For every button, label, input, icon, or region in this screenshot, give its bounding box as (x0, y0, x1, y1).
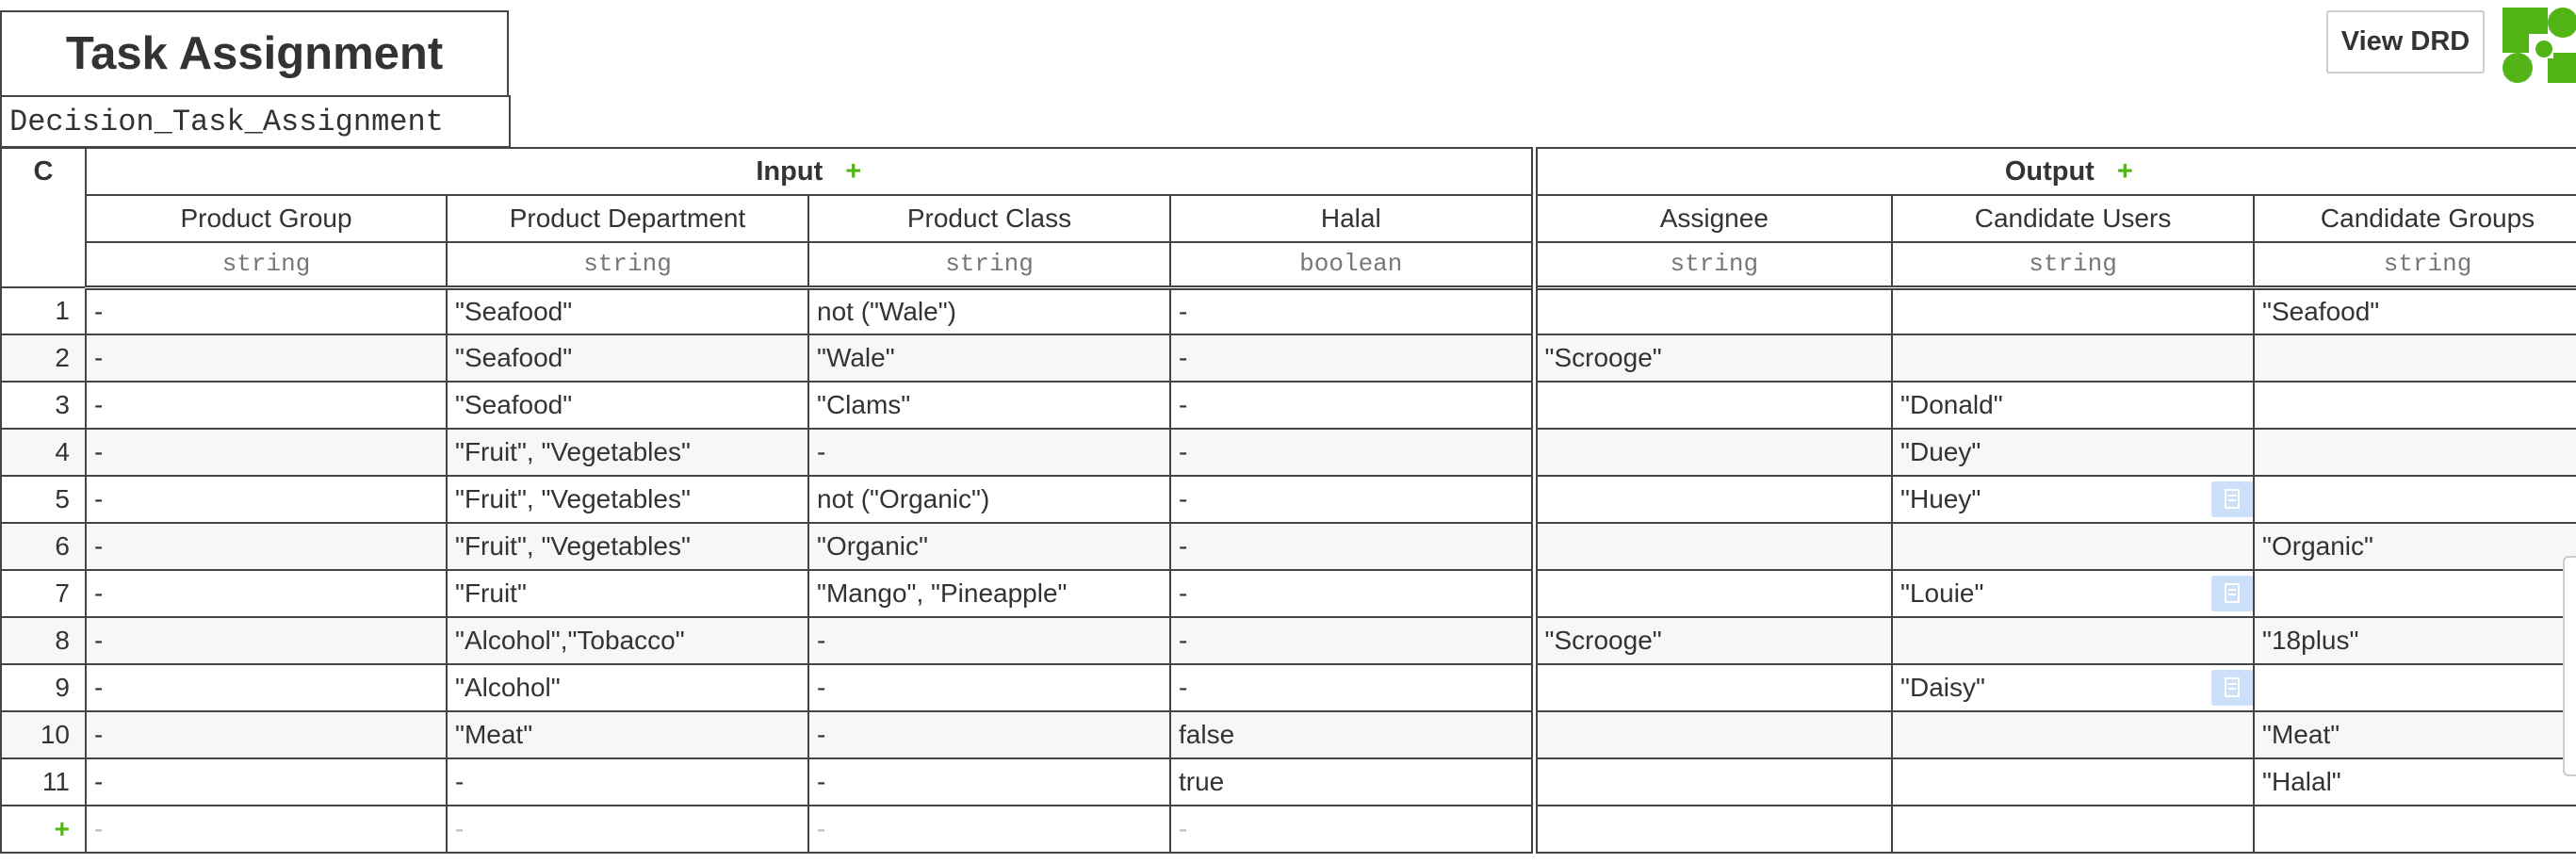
rule-row (1, 476, 2576, 523)
output-entry-cell[interactable] (2254, 617, 2576, 664)
input-entry-cell[interactable] (447, 570, 808, 617)
output-entry-cell[interactable] (2254, 334, 2576, 382)
add-output-button[interactable]: + (2116, 155, 2133, 187)
input-entry-cell[interactable] (1170, 758, 1534, 806)
cell-value: - (1179, 437, 1188, 466)
add-rule-placeholder[interactable]: - (86, 806, 447, 853)
cell-value: - (817, 720, 826, 749)
output-entry-cell[interactable] (1892, 617, 2254, 664)
input-entry-cell[interactable] (86, 617, 447, 664)
rule-row (1, 523, 2576, 570)
input-entry-cell[interactable] (1170, 287, 1534, 334)
input-entry-cell[interactable] (86, 570, 447, 617)
cell-value: - (94, 390, 104, 419)
cell-value: "Wale" (817, 343, 895, 372)
hit-policy[interactable]: C (1, 148, 86, 287)
input-entry-cell[interactable] (808, 617, 1170, 664)
cell-value: "Meat" (2262, 720, 2340, 749)
input-entry-cell[interactable] (86, 382, 447, 429)
output-entry-cell[interactable] (1534, 617, 1892, 664)
output-entry-cell[interactable] (1534, 664, 1892, 711)
cell-value: "Seafood" (455, 296, 573, 326)
input-entry-cell[interactable] (1170, 711, 1534, 758)
output-column-type[interactable]: string (2254, 242, 2576, 287)
cell-value: false (1179, 720, 1235, 749)
input-entry-cell[interactable] (808, 570, 1170, 617)
output-entry-cell[interactable] (1534, 523, 1892, 570)
add-input-button[interactable]: + (845, 155, 862, 187)
input-column-type[interactable]: string (808, 242, 1170, 287)
output-entry-cell[interactable] (2254, 429, 2576, 476)
cell-value: "Clams" (817, 390, 911, 419)
output-entry-cell[interactable] (1892, 476, 2254, 523)
cell-value: "Seafood" (455, 343, 573, 372)
output-header (1534, 148, 2576, 195)
input-entry-cell[interactable] (1170, 617, 1534, 664)
cell-value: - (455, 767, 465, 796)
output-entry-cell[interactable] (1892, 758, 2254, 806)
cell-value: - (817, 626, 826, 655)
output-label: Output (2004, 155, 2095, 187)
decision-table (0, 147, 2576, 854)
cell-value: - (94, 767, 104, 796)
input-entry-cell[interactable] (447, 429, 808, 476)
output-entry-cell[interactable] (2254, 711, 2576, 758)
input-entry-cell[interactable] (447, 287, 808, 334)
output-entry-cell[interactable] (2254, 523, 2576, 570)
input-entry-cell[interactable] (447, 758, 808, 806)
input-entry-cell[interactable] (447, 664, 808, 711)
cell-value: "Mango", "Pineapple" (817, 578, 1068, 608)
cell-value: - (94, 484, 104, 513)
cell-value: - (1179, 484, 1188, 513)
output-column-type[interactable]: string (1892, 242, 2254, 287)
rule-index[interactable]: 3 (1, 382, 86, 429)
cell-value: - (94, 578, 104, 608)
cell-value: - (1179, 390, 1188, 419)
rule-row (1, 570, 2576, 617)
cell-value: - (1179, 578, 1188, 608)
input-entry-cell[interactable] (447, 711, 808, 758)
input-column-type[interactable]: boolean (1170, 242, 1534, 287)
input-entry-cell[interactable] (1170, 664, 1534, 711)
input-column-type[interactable]: string (447, 242, 808, 287)
add-rule-placeholder[interactable]: - (1170, 806, 1534, 853)
cell-value: "Seafood" (455, 390, 573, 419)
input-entry-cell[interactable] (1170, 334, 1534, 382)
rule-row (1, 664, 2576, 711)
output-entry-cell[interactable] (1534, 570, 1892, 617)
input-entry-cell[interactable] (808, 664, 1170, 711)
cell-value: - (1179, 531, 1188, 561)
rule-index[interactable]: 9 (1, 664, 86, 711)
rule-index[interactable]: 4 (1, 429, 86, 476)
output-entry-cell[interactable] (2254, 664, 2576, 711)
cell-value: - (817, 437, 826, 466)
cell-value: "18plus" (2262, 626, 2359, 655)
cell-value: - (94, 531, 104, 561)
cell-value: - (1179, 343, 1188, 372)
output-entry-cell[interactable] (1534, 287, 1892, 334)
output-entry-cell[interactable] (2254, 570, 2576, 617)
output-column-type[interactable]: string (1534, 242, 1892, 287)
decision-id[interactable]: Decision_Task_Assignment (0, 95, 511, 148)
input-column-label[interactable]: Product Class (808, 195, 1170, 242)
cell-value: "Fruit", "Vegetables" (455, 531, 691, 561)
output-entry-cell[interactable] (1534, 334, 1892, 382)
input-entry-cell[interactable] (808, 334, 1170, 382)
input-entry-cell[interactable] (808, 758, 1170, 806)
cell-value: - (94, 626, 104, 655)
cell-value: "Alcohol","Tobacco" (455, 626, 685, 655)
output-entry-cell[interactable] (2254, 287, 2576, 334)
input-entry-cell[interactable] (86, 664, 447, 711)
output-entry-cell[interactable] (1892, 570, 2254, 617)
rule-index[interactable]: 5 (1, 476, 86, 523)
input-entry-cell[interactable] (808, 523, 1170, 570)
cell-value: "Alcohol" (455, 673, 561, 702)
expression-editor-icon[interactable] (2211, 576, 2254, 611)
input-entry-cell[interactable] (86, 523, 447, 570)
input-column-label[interactable]: Product Department (447, 195, 808, 242)
cell-value: - (94, 296, 104, 326)
cell-value: "Fruit" (455, 578, 527, 608)
output-entry-cell[interactable] (2254, 382, 2576, 429)
rule-index[interactable]: 6 (1, 523, 86, 570)
rule-row (1, 429, 2576, 476)
rule-index[interactable]: 10 (1, 711, 86, 758)
rule-row (1, 617, 2576, 664)
input-entry-cell[interactable] (86, 429, 447, 476)
output-entry-cell[interactable] (1534, 382, 1892, 429)
cell-value: - (817, 767, 826, 796)
rule-index[interactable]: 1 (1, 287, 86, 334)
cell-value: "Halal" (2262, 767, 2341, 796)
cell-value: "Organic" (817, 531, 928, 561)
expression-editor-icon[interactable] (2211, 670, 2254, 706)
rule-index[interactable]: 11 (1, 758, 86, 806)
input-label: Input (756, 155, 823, 187)
cell-value: "Duey" (1900, 437, 1981, 466)
add-rule-output-cell[interactable] (1534, 806, 1892, 853)
cell-value: "Huey" (1900, 484, 1981, 513)
input-entry-cell[interactable] (1170, 429, 1534, 476)
output-entry-cell[interactable] (1534, 429, 1892, 476)
input-entry-cell[interactable] (1170, 476, 1534, 523)
cell-value: "Fruit", "Vegetables" (455, 484, 691, 513)
input-entry-cell[interactable] (447, 334, 808, 382)
input-entry-cell[interactable] (86, 711, 447, 758)
cell-value: "Scrooge" (1544, 626, 1662, 655)
rule-index[interactable]: 7 (1, 570, 86, 617)
input-entry-cell[interactable] (808, 476, 1170, 523)
output-entry-cell[interactable] (1892, 287, 2254, 334)
cell-value: not ("Wale") (817, 296, 956, 326)
view-drd-button[interactable]: View DRD (2326, 10, 2485, 73)
input-entry-cell[interactable] (447, 523, 808, 570)
add-rule-placeholder[interactable]: - (447, 806, 808, 853)
expression-editor-icon[interactable] (2211, 481, 2254, 517)
output-entry-cell[interactable] (1534, 758, 1892, 806)
input-entry-cell[interactable] (808, 429, 1170, 476)
cell-value: "Organic" (2262, 531, 2373, 561)
output-column-label[interactable]: Candidate Users (1892, 195, 2254, 242)
rule-row (1, 758, 2576, 806)
input-entry-cell[interactable] (86, 287, 447, 334)
rule-row (1, 287, 2576, 334)
input-entry-cell[interactable] (86, 334, 447, 382)
cell-value: true (1179, 767, 1225, 796)
output-column-label[interactable]: Candidate Groups (2254, 195, 2576, 242)
output-entry-cell[interactable] (1892, 664, 2254, 711)
add-rule-output-cell[interactable] (1892, 806, 2254, 853)
output-entry-cell[interactable] (1534, 711, 1892, 758)
input-entry-cell[interactable] (1170, 523, 1534, 570)
cell-value: "Fruit", "Vegetables" (455, 437, 691, 466)
input-column-label[interactable]: Product Group (86, 195, 447, 242)
output-entry-cell[interactable] (1534, 476, 1892, 523)
output-entry-cell[interactable] (2254, 758, 2576, 806)
cell-value: - (94, 343, 104, 372)
rule-row (1, 711, 2576, 758)
cell-value: "Meat" (455, 720, 533, 749)
cell-value: "Daisy" (1900, 673, 1985, 702)
input-entry-cell[interactable] (1170, 382, 1534, 429)
input-entry-cell[interactable] (808, 287, 1170, 334)
cell-value: - (94, 720, 104, 749)
scrollbar-handle[interactable] (2563, 556, 2576, 776)
input-entry-cell[interactable] (808, 711, 1170, 758)
input-entry-cell[interactable] (447, 476, 808, 523)
cell-value: "Donald" (1900, 390, 2003, 419)
rule-index[interactable]: 8 (1, 617, 86, 664)
cell-value: - (817, 673, 826, 702)
add-rule-output-cell[interactable] (2254, 806, 2576, 853)
output-entry-cell[interactable] (2254, 476, 2576, 523)
dmn-logo-icon (2503, 8, 2576, 83)
rule-index[interactable]: 2 (1, 334, 86, 382)
cell-value: - (1179, 626, 1188, 655)
cell-value: - (94, 673, 104, 702)
input-entry-cell[interactable] (86, 476, 447, 523)
output-entry-cell[interactable] (1892, 523, 2254, 570)
input-column-label[interactable]: Halal (1170, 195, 1534, 242)
input-column-type[interactable]: string (86, 242, 447, 287)
rule-row (1, 382, 2576, 429)
input-entry-cell[interactable] (86, 758, 447, 806)
cell-value: - (1179, 673, 1188, 702)
output-entry-cell[interactable] (1892, 334, 2254, 382)
cell-value: "Scrooge" (1544, 343, 1662, 372)
cell-value: - (94, 437, 104, 466)
rule-row (1, 334, 2576, 382)
input-entry-cell[interactable] (447, 617, 808, 664)
output-entry-cell[interactable] (1892, 382, 2254, 429)
input-entry-cell[interactable] (808, 382, 1170, 429)
output-entry-cell[interactable] (1892, 429, 2254, 476)
decision-name[interactable]: Task Assignment (0, 10, 509, 95)
cell-value: - (1179, 296, 1188, 326)
output-column-label[interactable]: Assignee (1534, 195, 1892, 242)
cell-value: not ("Organic") (817, 484, 990, 513)
add-rule-button[interactable]: + (1, 806, 86, 853)
output-entry-cell[interactable] (1892, 711, 2254, 758)
input-header (86, 148, 1534, 195)
add-rule-row[interactable] (1, 806, 2576, 853)
add-rule-placeholder[interactable]: - (808, 806, 1170, 853)
cell-value: "Seafood" (2262, 296, 2380, 326)
cell-value: "Louie" (1900, 578, 1984, 608)
input-entry-cell[interactable] (447, 382, 808, 429)
input-entry-cell[interactable] (1170, 570, 1534, 617)
